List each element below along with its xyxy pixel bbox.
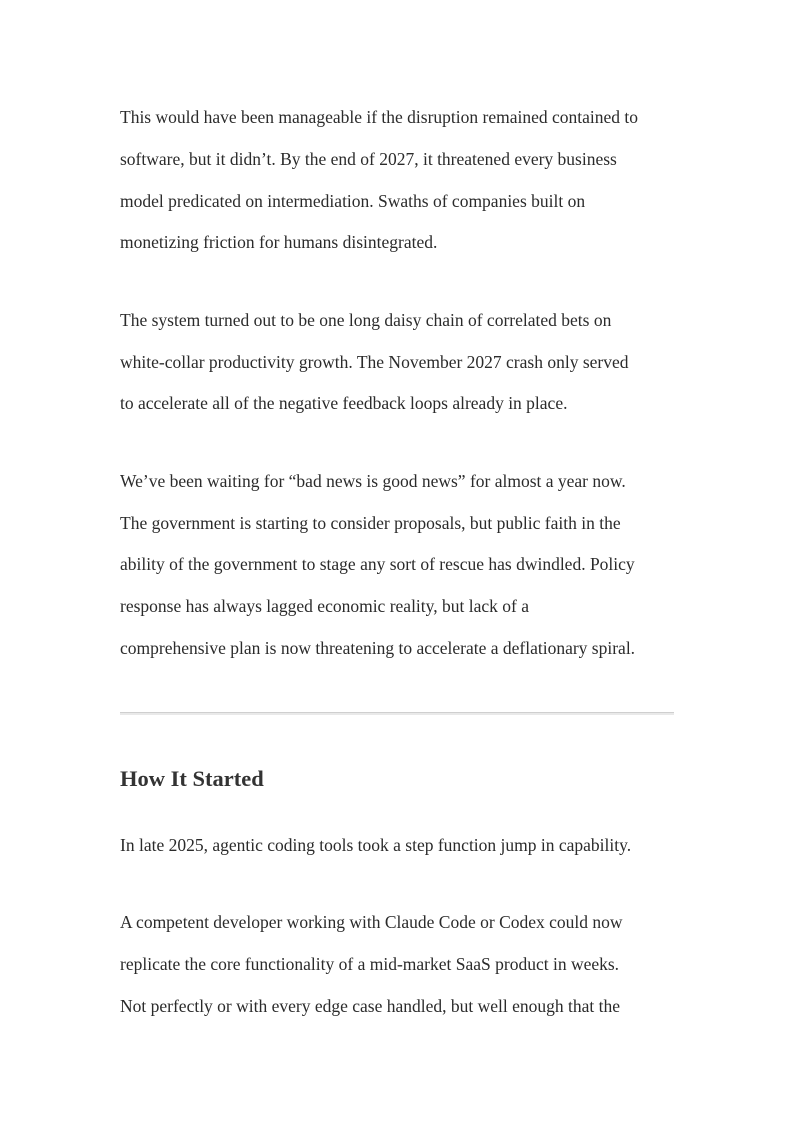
section-paragraph-2-line-2: replicate the core functionality of a mid-market SaaS product in weeks. <box>120 954 620 974</box>
section-paragraph-2-line-1: A competent developer working with Claude Code or Codex could now <box>120 912 623 932</box>
section-divider <box>120 712 674 715</box>
paragraph-3-line-4: response has always lagged economic reality, but lack of a <box>120 596 529 616</box>
paragraph-3-line-5: comprehensive plan is now threatening to accelerate a deflationary spiral. <box>120 638 636 658</box>
paragraph-2-line-3: to accelerate all of the negative feedback loops already in place. <box>120 393 568 413</box>
section-paragraph-2-line-3: Not perfectly or with every edge case handled, but well enough that the <box>120 996 621 1016</box>
paragraph-3-line-1: We’ve been waiting for “bad news is good news” for almost a year now. <box>120 471 626 491</box>
paragraph-1-line-3: model predicated on intermediation. Swaths of companies built on <box>120 191 586 211</box>
paragraph-3-line-3: ability of the government to stage any sort of rescue has dwindled. Policy <box>120 554 635 574</box>
paragraph-1-line-1: This would have been manageable if the disruption remained contained to <box>120 107 639 127</box>
paragraph-3-line-2: The government is starting to consider proposals, but public faith in the <box>120 513 621 533</box>
section-heading: How It Started <box>120 766 264 791</box>
paragraph-1-line-4: monetizing friction for humans disintegrated. <box>120 232 438 252</box>
paragraph-2-line-1: The system turned out to be one long daisy chain of correlated bets on <box>120 310 612 330</box>
paragraph-1-line-2: software, but it didn’t. By the end of 2027, it threatened every business <box>120 149 617 169</box>
section-paragraph-1-line-1: In late 2025, agentic coding tools took a step function jump in capability. <box>120 835 632 855</box>
paragraph-2-line-2: white-collar productivity growth. The November 2027 crash only served <box>120 352 629 372</box>
